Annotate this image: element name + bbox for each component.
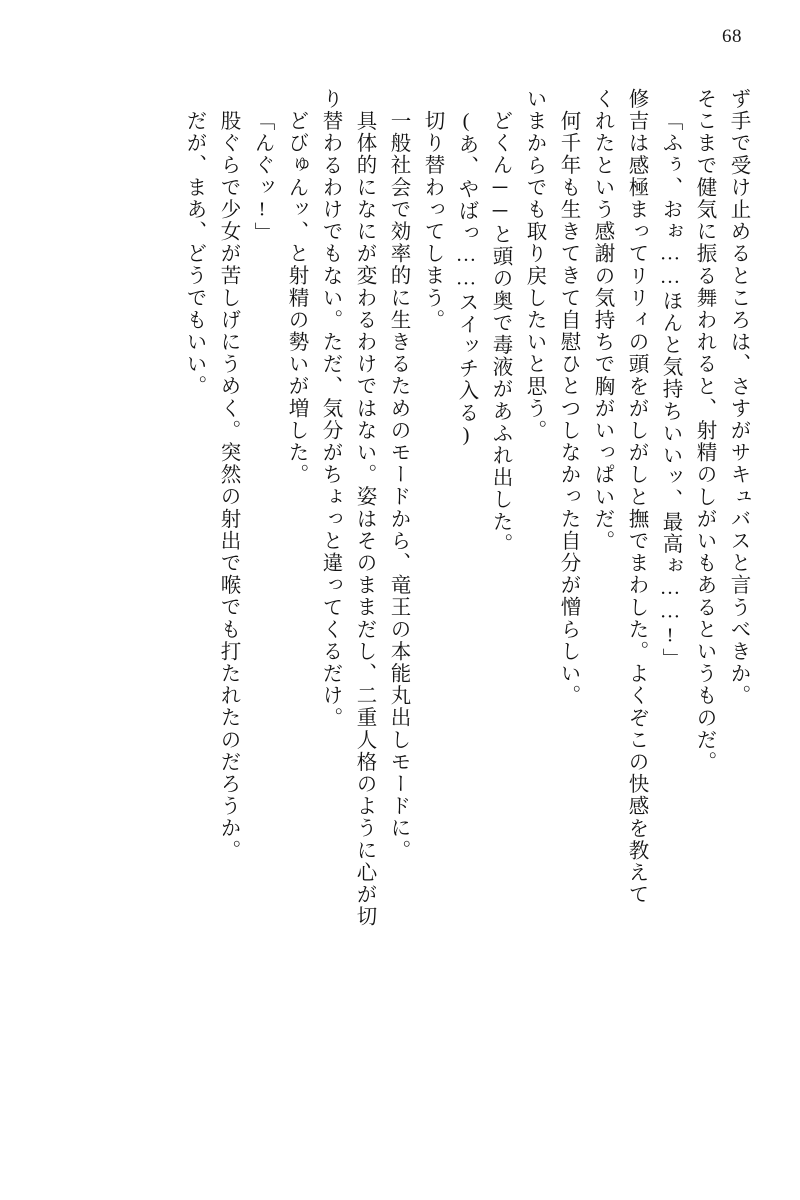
text-column: そこまで健気に振る舞われると、射精のしがいもあるというものだ。 (693, 88, 715, 774)
text-column: ず手で受け止めるところは、さすがサキュバスと言うべきか。 (727, 88, 749, 707)
text-column: 「んぐッ!」 (251, 110, 273, 245)
page-number: 68 (722, 26, 742, 47)
text-column: 具体的になにが変わるわけではない。姿はそのままだし、二重人格のように心が切 (353, 110, 375, 928)
text-column: 「ふぅ、おぉ……ほんと気持ちいいッ、最高ぉ……!」 (659, 110, 681, 670)
text-column: 何千年も生きてきて自慰ひとつしなかった自分が憎らしい。 (557, 110, 579, 707)
text-column: どくん──と頭の奥で毒液があふれ出した。 (489, 110, 511, 555)
text-column: 切り替わってしまう。 (421, 110, 443, 331)
vertical-text-body (52, 88, 748, 1130)
text-column: いまからでも取り戻したいと思う。 (523, 88, 545, 442)
text-column: だが、まあ、どうでもいい。 (183, 110, 205, 398)
text-column: り替わるわけでもない。ただ、気分がちょっと違ってくるだけ。 (319, 88, 341, 729)
text-column: 修吉は感極まってリリィの頭をがしがしと撫でまわした。よくぞこの快感を教えて (625, 88, 647, 906)
text-column: どびゅんッ、と射精の勢いが増した。 (285, 110, 307, 486)
text-column: (あ、やばっ……スイッチ入る) (455, 110, 477, 448)
text-column: くれたという感謝の気持ちで胸がいっぱいだ。 (591, 88, 613, 553)
text-column: 一般社会で効率的に生きるためのモードから、竜王の本能丸出しモードに。 (387, 110, 409, 862)
text-column: 股ぐらで少女が苦しげにうめく。突然の射出で喉でも打たれたのだろうか。 (217, 110, 239, 862)
